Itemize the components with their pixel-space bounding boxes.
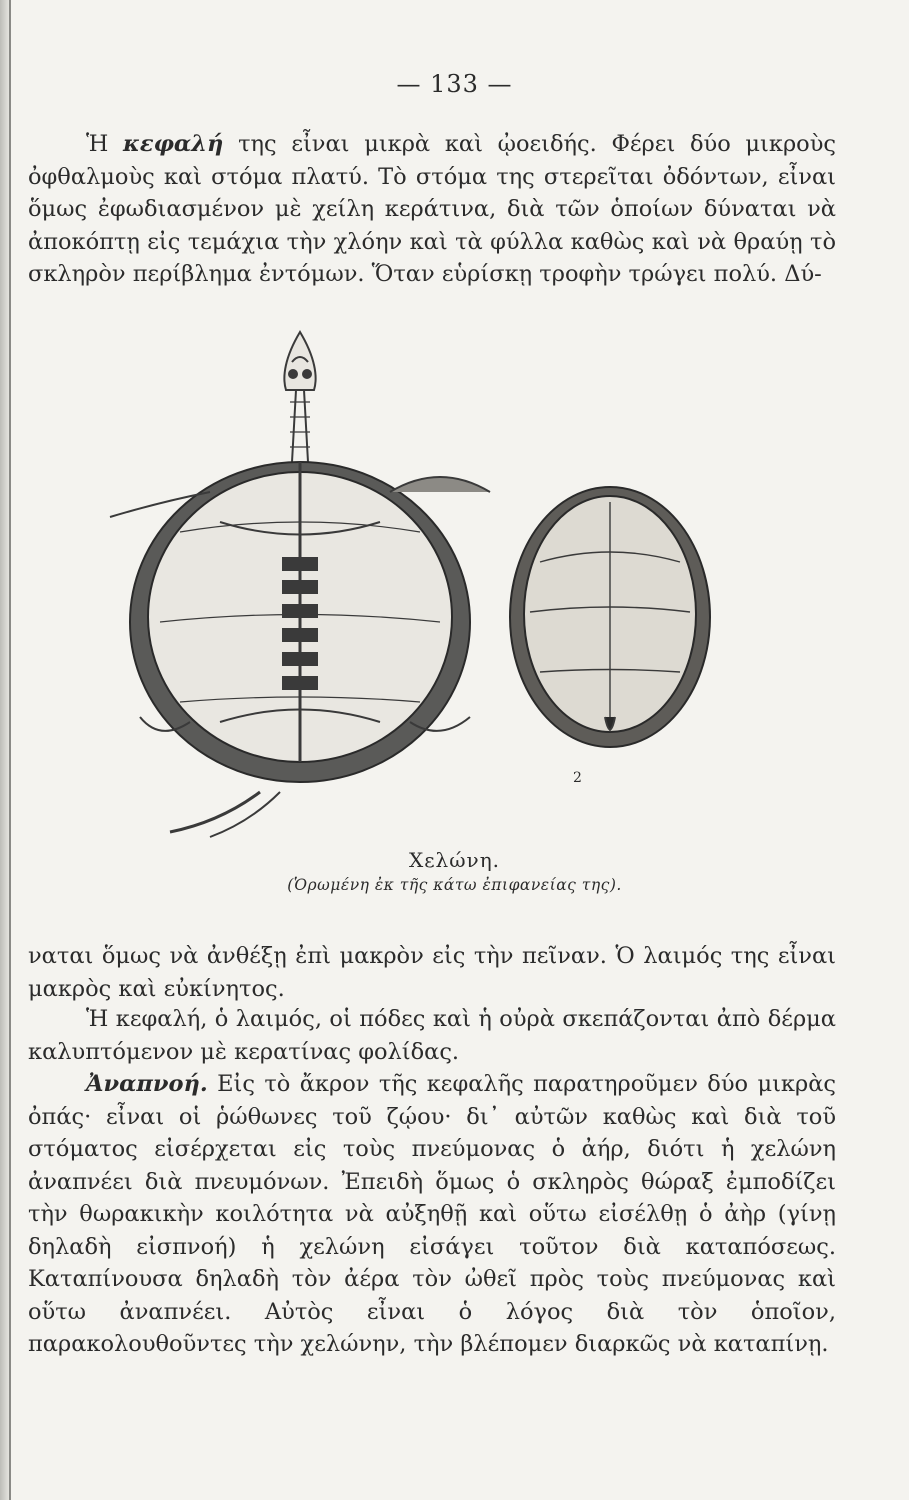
- figure-caption-title: Χελώνη.: [408, 848, 501, 872]
- paragraph-lead: Ἡ: [86, 1006, 116, 1032]
- page-binding-line: [9, 0, 11, 1500]
- paragraph-breathing: [28, 1068, 836, 1361]
- paragraph-lead: Ἡ: [86, 131, 124, 157]
- paragraph-text: της εἶναι μικρὰ καὶ ᾠοειδής. Φέρει δύο μικροὺς ὀφθαλμοὺς καὶ στόμα πλατύ. Τὸ στόμα της στερεῖται ὀδόντων, εἶναι ὅμως ἐφωδιασμένον μὲ χείλη κεράτινα, διὰ τῶν ὁποίων δύναται νὰ ἀποκόπτῃ εἰς τεμάχια τὴν χλόην καὶ τὰ φύλλα καθὼς καὶ νὰ θραύῃ τὸ σκληρὸν περίβλημα ἐντόμων. Ὅταν εὑρίσκῃ τροφὴν τρώγει πολύ. Δύ-: [28, 131, 836, 287]
- turtle-illustration: [100, 322, 820, 842]
- paragraph-head: [28, 128, 836, 291]
- paragraph-text: ναται ὅμως νὰ ἀνθέξῃ ἐπὶ μακρὸν εἰς τὴν πεῖναν. Ὁ λαιμός της εἶναι μακρὸς καὶ εὐκίνητος.: [28, 943, 836, 1002]
- paragraph-skin: [28, 1003, 836, 1068]
- paragraph-text: Εἰς τὸ ἄκρον τῆς κεφαλῆς παρατηροῦμεν δύο μικρὰς ὀπάς· εἶναι οἱ ῥώθωνες τοῦ ζῴου· δι᾽ αὐτῶν καθὼς καὶ διὰ τοῦ στόματος εἰσέρχεται εἰς τοὺς πνεύμονας ὁ ἀήρ, διότι ἡ χελώνη ἀναπνέει διὰ πνευμόνων. Ἐπειδὴ ὅμως ὁ σκληρὸς θώραξ ἐμποδίζει τὴν θωρακικὴν κοιλότητα νὰ αὐξηθῇ καὶ οὕτω εἰσέλθῃ ὁ ἀὴρ (γίνῃ δηλαδὴ εἰσπνοή) ἡ χελώνη εἰσάγει τοῦτον διὰ καταπόσεως. Καταπίνουσα δηλαδὴ τὸν ἀέρα τὸν ὠθεῖ πρὸς τοὺς πνεύμονας καὶ οὕτω ἀναπνέει. Αὐτὸς εἶναι ὁ λόγος διὰ τὸν ὁποῖον, παρακολουθοῦντες τὴν χελώνην, τὴν βλέπομεν διαρκῶς νὰ καταπίνῃ.: [28, 1071, 836, 1357]
- paragraph-text: κεφαλή, ὁ λαιμός, οἱ πόδες καὶ ἡ οὐρὰ σκεπάζονται ἀπὸ δέρμα καλυπτόμενον μὲ κερατίνας φολίδας.: [28, 1006, 836, 1065]
- turtle-plastron-figure: [110, 332, 490, 837]
- figure-number-label: 2: [573, 770, 582, 786]
- emphasis-anapnoi: Ἀναπνοή.: [86, 1071, 208, 1097]
- page-number: — 133 —: [396, 70, 513, 98]
- figure-caption-subtitle: (Ὁρωμένη ἐκ τῆς κάτω ἐπιφανείας της).: [287, 876, 622, 894]
- paragraph-continuation: [28, 940, 836, 1005]
- emphasis-kefali: κεφαλή: [123, 131, 224, 157]
- turtle-carapace-figure: [510, 487, 710, 747]
